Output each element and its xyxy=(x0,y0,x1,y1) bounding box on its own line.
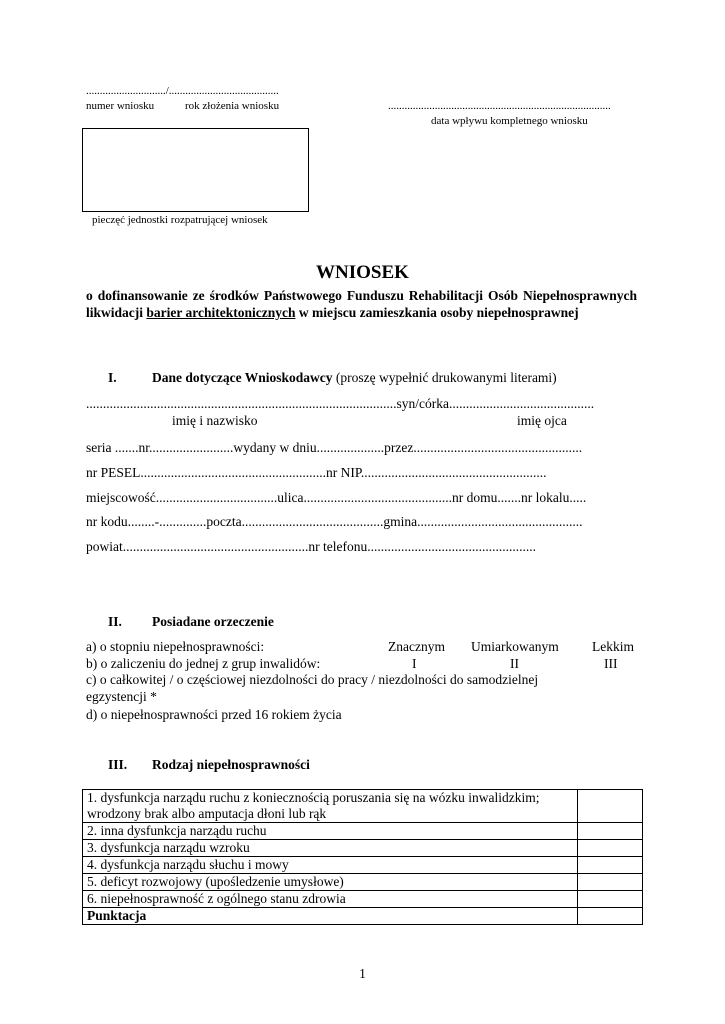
subtitle-underlined: barier architektonicznych xyxy=(146,305,296,320)
county-phone-field[interactable]: powiat.......................................................nr telefonu.................................................. xyxy=(86,539,536,554)
disability-type-1-check[interactable] xyxy=(578,790,643,823)
application-number-dots[interactable]: ............................./........................................ xyxy=(86,85,279,97)
group-option-1[interactable]: I xyxy=(412,656,417,671)
table-row xyxy=(83,891,643,908)
form-title: WNIOSEK xyxy=(316,262,409,283)
name-field[interactable]: ............................................................................................syn/córka........................................... xyxy=(86,396,595,411)
table-row xyxy=(83,790,643,823)
name-label: imię i nazwisko xyxy=(172,413,258,428)
group-option-2[interactable]: II xyxy=(510,656,519,671)
submission-year-label: rok złożenia wniosku xyxy=(185,100,280,112)
disability-type-5-check[interactable] xyxy=(578,874,643,891)
table-row xyxy=(83,857,643,874)
invalid-group-label: b) o zaliczeniu do jednej z grup inwalidów: xyxy=(86,656,321,671)
disability-type-2-check[interactable] xyxy=(578,823,643,840)
section3-number: III. xyxy=(108,757,128,772)
section1-heading xyxy=(152,370,557,386)
table-row-total xyxy=(83,908,643,925)
degree-option-mild[interactable]: Lekkim xyxy=(592,639,634,654)
disability-degree-label: a) o stopniu niepełnosprawności: xyxy=(86,639,265,654)
father-name-label: imię ojca xyxy=(517,413,567,428)
disability-type-6-check[interactable] xyxy=(578,891,643,908)
address-field[interactable]: miejscowość....................................ulica............................................nr domu.......nr lokalu..... xyxy=(86,490,587,505)
section1-note: (proszę wypełnić drukowanymi literami) xyxy=(335,370,557,385)
disability-type-5: 5. deficyt rozwojowy (upośledzenie umysłowe) xyxy=(83,874,578,891)
id-document-field[interactable]: seria .......nr.........................wydany w dniu....................przez.................................................. xyxy=(86,440,583,455)
section2-number: II. xyxy=(108,614,122,629)
degree-option-significant[interactable]: Znacznym xyxy=(388,639,445,654)
subtitle-part1: o dofinansowanie ze środków Państwowego Funduszu Rehabilitacji Osób Niepełnosprawnych likwidacji xyxy=(86,288,637,320)
degree-option-moderate[interactable]: Umiarkowanym xyxy=(471,639,559,654)
page-number: 1 xyxy=(359,966,366,981)
disability-before-16[interactable]: d) o niepełnosprawności przed 16 rokiem życia xyxy=(86,707,342,722)
pesel-nip-field[interactable]: nr PESEL.......................................................nr NIP....................................................... xyxy=(86,465,547,480)
section1-number: I. xyxy=(108,370,117,385)
group-option-3[interactable]: III xyxy=(604,656,618,671)
stamp-label: pieczęć jednostki rozpatrującej wniosek xyxy=(92,214,268,226)
section2-title: Posiadane orzeczenie xyxy=(152,614,274,629)
section3-title: Rodzaj niepełnosprawności xyxy=(152,757,310,772)
application-number-label: numer wniosku xyxy=(86,100,155,112)
points-label: Punktacja xyxy=(83,908,578,925)
table-row xyxy=(83,874,643,891)
disability-type-4-check[interactable] xyxy=(578,857,643,874)
form-subtitle xyxy=(86,287,637,321)
disability-type-table xyxy=(82,789,643,925)
disability-type-3-check[interactable] xyxy=(578,840,643,857)
work-incapacity-line1[interactable]: c) o całkowitej / o częściowej niezdolności do pracy / niezdolności do samodzielnej xyxy=(86,672,539,687)
disability-type-4: 4. dysfunkcja narządu słuchu i mowy xyxy=(83,857,578,874)
receipt-date-dots[interactable]: ................................................................................. xyxy=(388,100,611,112)
work-incapacity-line2: egzystencji * xyxy=(86,689,157,704)
stamp-box xyxy=(82,128,309,212)
postal-field[interactable]: nr kodu........-..............poczta..........................................gmina................................................. xyxy=(86,514,583,529)
disability-type-1: 1. dysfunkcja narządu ruchu z koniecznością poruszania się na wózku inwalidzkim; wrodzony brak albo amputacja dłoni lub rąk xyxy=(83,790,578,823)
receipt-date-label: data wpływu kompletnego wniosku xyxy=(431,115,588,127)
disability-type-2: 2. inna dysfunkcja narządu ruchu xyxy=(83,823,578,840)
table-row xyxy=(83,823,643,840)
points-value[interactable] xyxy=(578,908,643,925)
disability-type-6: 6. niepełnosprawność z ogólnego stanu zdrowia xyxy=(83,891,578,908)
section1-title: Dane dotyczące Wnioskodawcy xyxy=(152,370,333,385)
disability-type-3: 3. dysfunkcja narządu wzroku xyxy=(83,840,578,857)
table-row xyxy=(83,840,643,857)
subtitle-part2: w miejscu zamieszkania osoby niepełnosprawnej xyxy=(298,305,579,320)
